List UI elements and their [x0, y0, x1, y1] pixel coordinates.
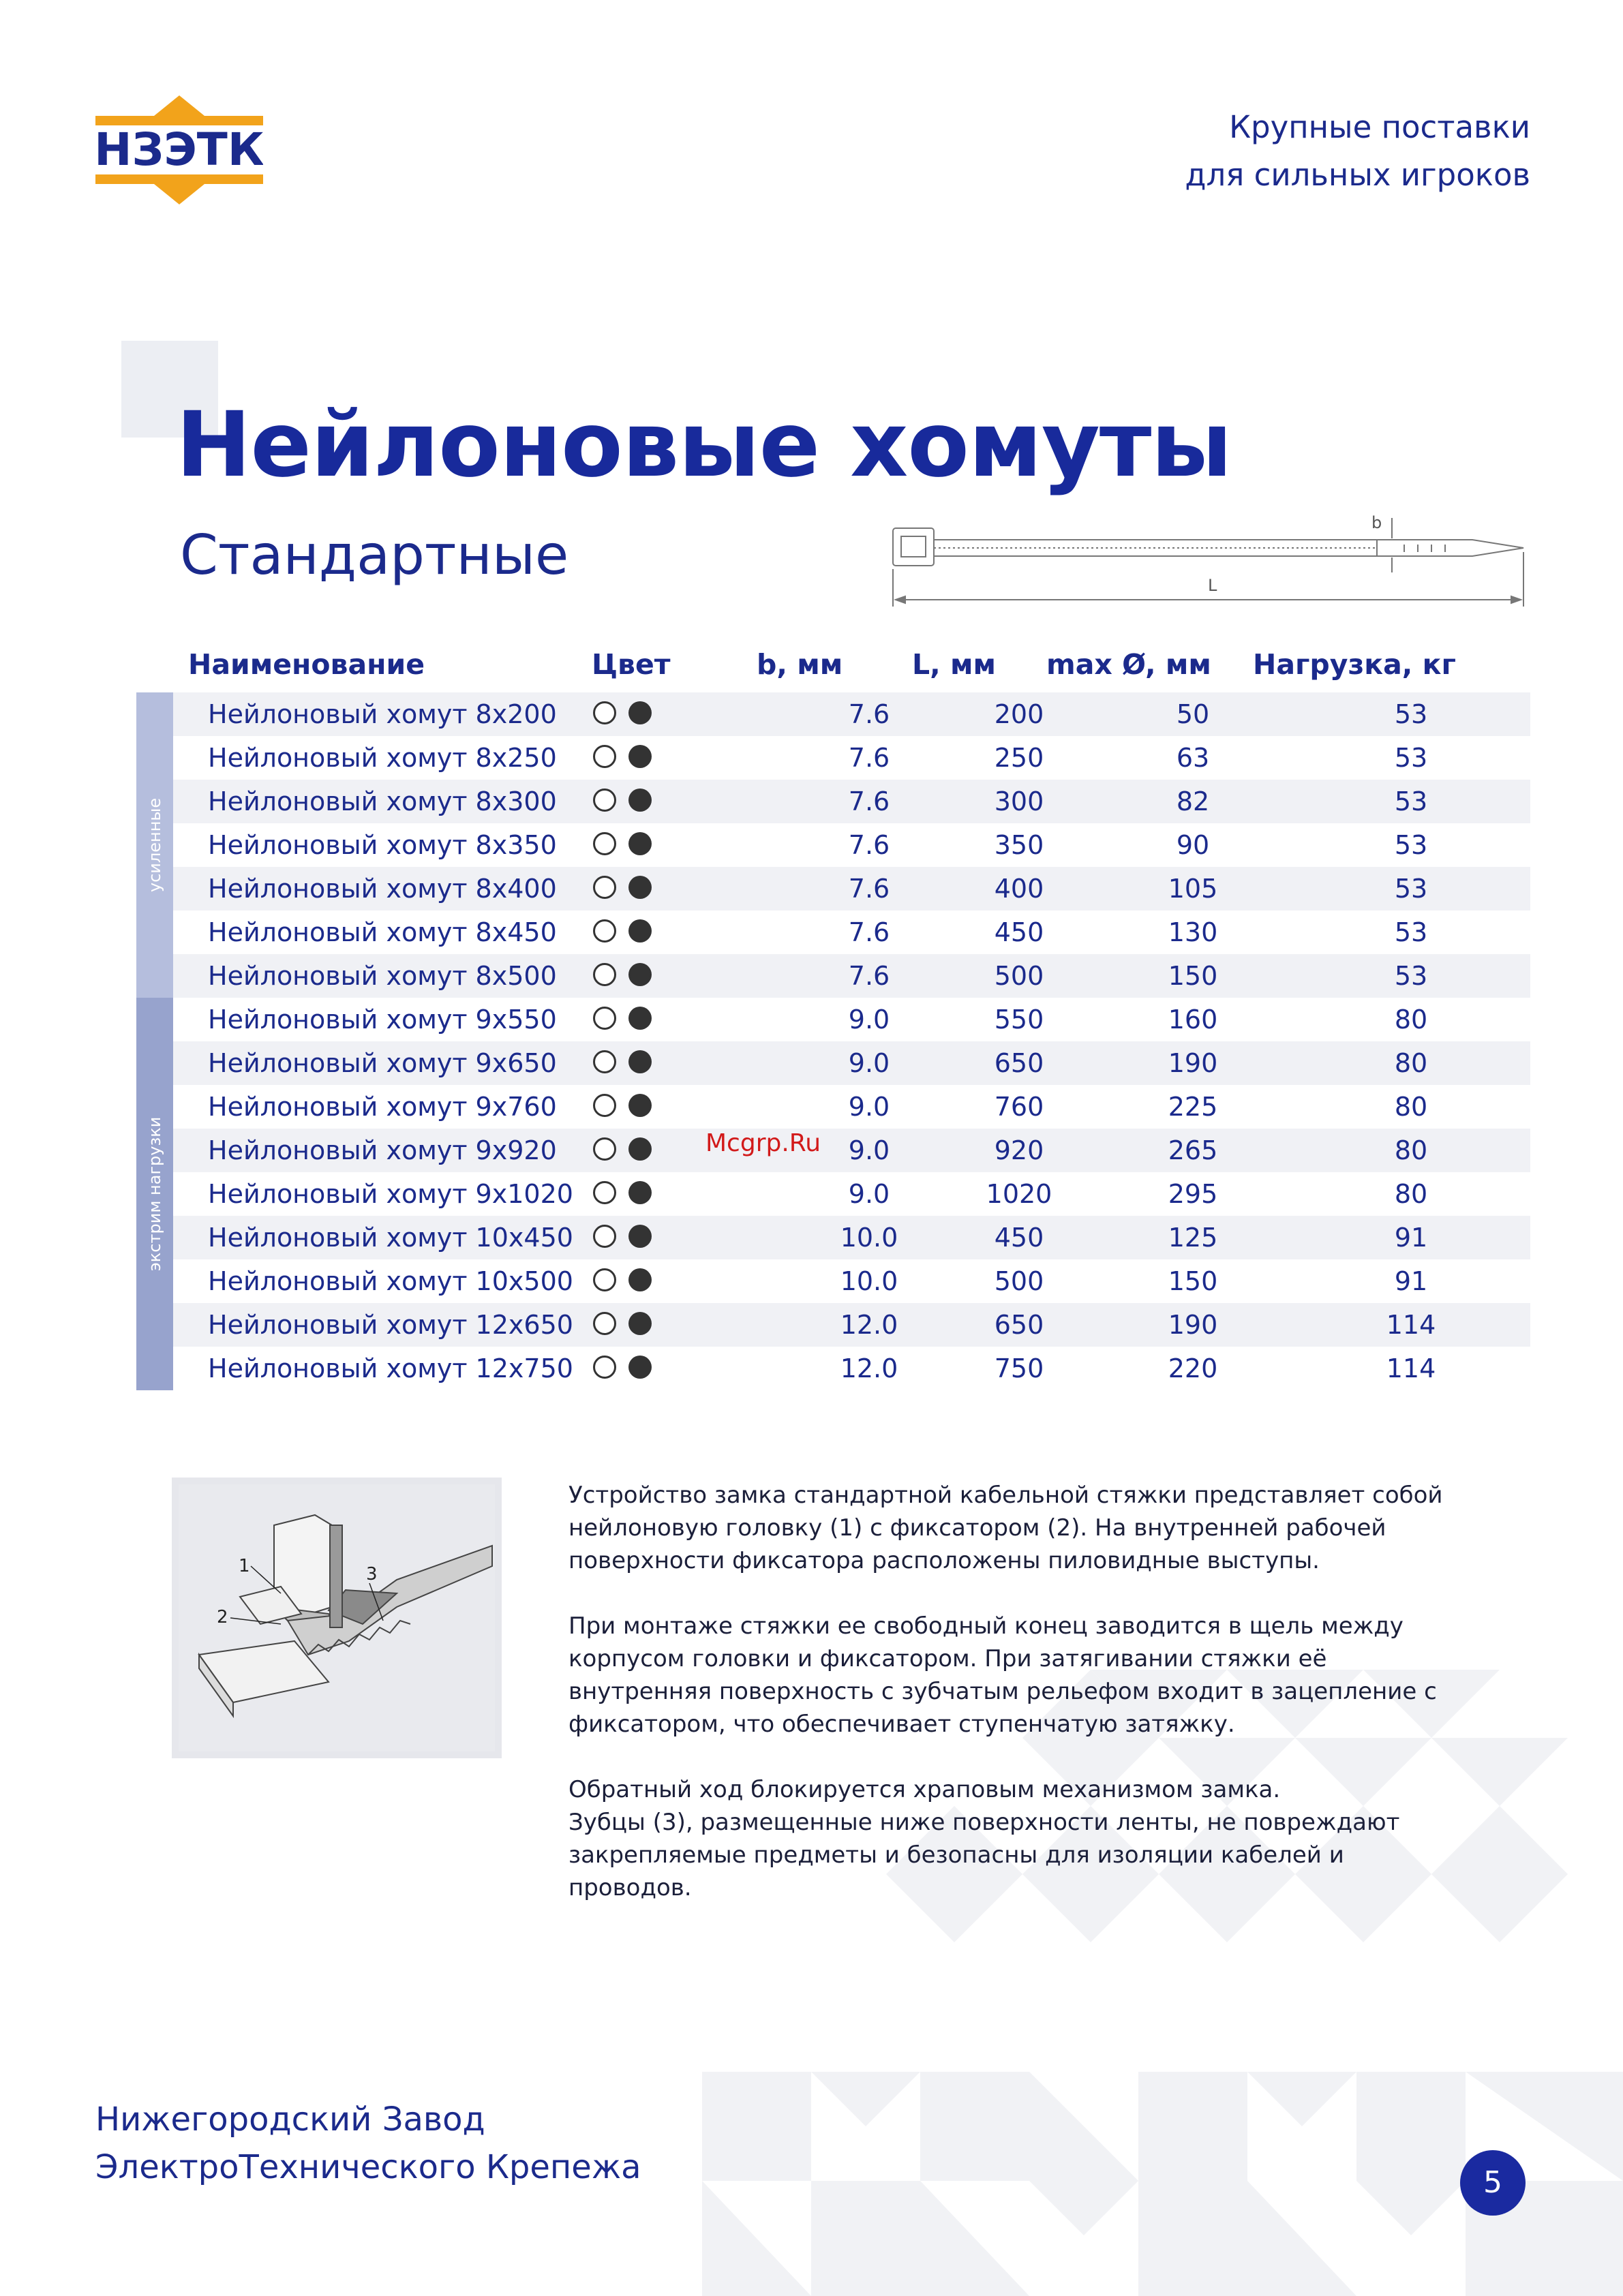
cell-name: Нейлоновый хомут 8x250 [208, 743, 557, 773]
header-b: b, мм [757, 648, 843, 681]
white-color-swatch [593, 701, 616, 724]
color-swatches [593, 919, 652, 945]
cell-load: 53 [1394, 786, 1428, 816]
cell-name: Нейлоновый хомут 9x550 [208, 1005, 557, 1035]
cell-load: 91 [1394, 1266, 1428, 1296]
cell-load: 80 [1394, 1005, 1428, 1035]
cell-b: 9.0 [848, 1179, 890, 1209]
cell-b: 7.6 [848, 699, 890, 729]
black-color-swatch [628, 789, 652, 812]
cell-b: 9.0 [848, 1092, 890, 1122]
black-color-swatch [628, 1181, 652, 1204]
white-color-swatch [593, 832, 616, 855]
table-row [136, 780, 1530, 823]
black-color-swatch [628, 1137, 652, 1161]
company-logo [95, 95, 263, 204]
page-title: Нейлоновые хомуты [176, 393, 1232, 498]
figure-label-3: 3 [366, 1564, 378, 1585]
color-swatches [593, 1050, 652, 1076]
cell-b: 7.6 [848, 786, 890, 816]
color-swatches [593, 745, 652, 771]
cell-load: 80 [1394, 1135, 1428, 1165]
cell-load: 53 [1394, 699, 1428, 729]
figure-label-2: 2 [217, 1607, 228, 1627]
cell-name: Нейлоновый хомут 8x300 [208, 786, 557, 816]
white-color-swatch [593, 745, 616, 768]
header-tagline [1185, 104, 1530, 199]
black-color-swatch [628, 1312, 652, 1335]
white-color-swatch [593, 1356, 616, 1379]
group-band-extreme [136, 998, 173, 1390]
table-row [136, 823, 1530, 867]
cell-b: 9.0 [848, 1005, 890, 1035]
black-color-swatch [628, 919, 652, 943]
tagline-line1: Крупные поставки [1229, 109, 1530, 145]
cell-max-diameter: 220 [1168, 1353, 1218, 1383]
description-paragraph-2: При монтаже стяжки ее свободный конец заводится в щель между корпусом головки и фиксатором. При затягивании стяжки её внутренняя поверхность с зубчатым рельефом входит в зацепление с фиксатором, что обеспечивает ступенчатую затяжку. [568, 1612, 1437, 1738]
cell-max-diameter: 190 [1168, 1310, 1218, 1340]
cell-load: 80 [1394, 1179, 1428, 1209]
color-swatches [593, 1137, 652, 1163]
cell-b: 7.6 [848, 961, 890, 991]
table-header [0, 641, 1623, 688]
cell-max-diameter: 150 [1168, 961, 1218, 991]
cable-tie-drawing [886, 515, 1527, 617]
cell-b: 9.0 [848, 1048, 890, 1078]
table-row [136, 1129, 1530, 1172]
table-row [136, 1216, 1530, 1259]
color-swatches [593, 1225, 652, 1251]
color-swatches [593, 1268, 652, 1294]
cell-b: 7.6 [848, 917, 890, 947]
drawing-label-L: L [1208, 576, 1217, 595]
cell-load: 53 [1394, 874, 1428, 904]
table-row [136, 867, 1530, 910]
lock-description [568, 1479, 1455, 1904]
cell-b: 10.0 [840, 1223, 898, 1253]
cell-L: 650 [994, 1048, 1044, 1078]
white-color-swatch [593, 1007, 616, 1030]
header-L: L, мм [912, 648, 996, 681]
white-color-swatch [593, 1050, 616, 1073]
black-color-swatch [628, 1007, 652, 1030]
cell-name: Нейлоновый хомут 12x650 [208, 1310, 573, 1340]
lock-mechanism-figure [172, 1478, 502, 1758]
cell-max-diameter: 125 [1168, 1223, 1218, 1253]
white-color-swatch [593, 876, 616, 899]
cell-b: 7.6 [848, 743, 890, 773]
description-paragraph-3-line2: Зубцы (3), размещенные ниже поверхности ленты, не повреждают закрепляемые предметы и безопасны для изоляции кабелей и проводов. [568, 1809, 1400, 1901]
cell-name: Нейлоновый хомут 8x450 [208, 917, 557, 947]
header-max-diameter: max Ø, мм [1046, 648, 1211, 681]
cell-name: Нейлоновый хомут 8x500 [208, 961, 557, 991]
table-row [136, 998, 1530, 1041]
cell-max-diameter: 50 [1176, 699, 1210, 729]
product-table [136, 692, 1530, 1390]
cell-b: 7.6 [848, 874, 890, 904]
page-subtitle: Стандартные [180, 523, 569, 587]
cell-max-diameter: 82 [1176, 786, 1210, 816]
group-label-extreme: экстрим нагрузки [145, 1116, 164, 1272]
description-paragraph-3-line1: Обратный ход блокируется храповым механизмом замка. [568, 1776, 1281, 1803]
white-color-swatch [593, 963, 616, 986]
group-label-reinforced: усиленные [145, 797, 164, 893]
black-color-swatch [628, 876, 652, 899]
cell-name: Нейлоновый хомут 9x650 [208, 1048, 557, 1078]
black-color-swatch [628, 701, 652, 724]
color-swatches [593, 789, 652, 814]
cell-load: 53 [1394, 961, 1428, 991]
cell-L: 450 [994, 1223, 1044, 1253]
white-color-swatch [593, 1094, 616, 1117]
black-color-swatch [628, 1094, 652, 1117]
table-row [136, 1085, 1530, 1129]
logo-text: НЗЭТК [95, 123, 263, 176]
cell-L: 500 [994, 1266, 1044, 1296]
white-color-swatch [593, 789, 616, 812]
cell-L: 550 [994, 1005, 1044, 1035]
cell-max-diameter: 90 [1176, 830, 1210, 860]
cell-name: Нейлоновый хомут 9x760 [208, 1092, 557, 1122]
white-color-swatch [593, 1137, 616, 1161]
tagline-line2: для сильных игроков [1185, 157, 1530, 193]
color-swatches [593, 701, 652, 727]
cell-L: 450 [994, 917, 1044, 947]
cell-L: 400 [994, 874, 1044, 904]
black-color-swatch [628, 1356, 652, 1379]
table-row [136, 736, 1530, 780]
cell-name: Нейлоновый хомут 8x400 [208, 874, 557, 904]
cell-b: 7.6 [848, 830, 890, 860]
drawing-label-b: b [1371, 515, 1382, 532]
cell-b: 12.0 [840, 1353, 898, 1383]
cell-L: 1020 [986, 1179, 1052, 1209]
cell-L: 500 [994, 961, 1044, 991]
color-swatches [593, 963, 652, 989]
cell-L: 750 [994, 1353, 1044, 1383]
cell-max-diameter: 225 [1168, 1092, 1218, 1122]
color-swatches [593, 1181, 652, 1207]
table-row [136, 954, 1530, 998]
table-row [136, 1347, 1530, 1390]
watermark: Mcgrp.Ru [706, 1129, 821, 1157]
cell-load: 53 [1394, 917, 1428, 947]
white-color-swatch [593, 919, 616, 943]
cell-name: Нейлоновый хомут 10x500 [208, 1266, 573, 1296]
cell-b: 12.0 [840, 1310, 898, 1340]
cell-L: 250 [994, 743, 1044, 773]
group-band-reinforced [136, 692, 173, 998]
cell-name: Нейлоновый хомут 8x200 [208, 699, 557, 729]
page-number: 5 [1460, 2150, 1526, 2216]
header-name: Наименование [188, 648, 425, 681]
cell-L: 920 [994, 1135, 1044, 1165]
cell-name: Нейлоновый хомут 8x350 [208, 830, 557, 860]
table-row [136, 1172, 1530, 1216]
cell-load: 114 [1386, 1310, 1436, 1340]
cell-max-diameter: 160 [1168, 1005, 1218, 1035]
cell-b: 10.0 [840, 1266, 898, 1296]
cell-load: 80 [1394, 1048, 1428, 1078]
color-swatches [593, 1094, 652, 1120]
black-color-swatch [628, 832, 652, 855]
black-color-swatch [628, 1268, 652, 1291]
cell-max-diameter: 190 [1168, 1048, 1218, 1078]
cell-b: 9.0 [848, 1135, 890, 1165]
cell-max-diameter: 265 [1168, 1135, 1218, 1165]
color-swatches [593, 1356, 652, 1381]
cell-L: 350 [994, 830, 1044, 860]
color-swatches [593, 876, 652, 902]
cell-max-diameter: 105 [1168, 874, 1218, 904]
cell-load: 53 [1394, 743, 1428, 773]
cell-L: 650 [994, 1310, 1044, 1340]
cell-max-diameter: 63 [1176, 743, 1210, 773]
black-color-swatch [628, 745, 652, 768]
cell-name: Нейлоновый хомут 10x450 [208, 1223, 573, 1253]
black-color-swatch [628, 963, 652, 986]
footer-company-name [95, 2096, 641, 2191]
table-row [136, 692, 1530, 736]
cell-load: 114 [1386, 1353, 1436, 1383]
white-color-swatch [593, 1312, 616, 1335]
table-row [136, 1041, 1530, 1085]
cell-name: Нейлоновый хомут 9x1020 [208, 1179, 573, 1209]
color-swatches [593, 1007, 652, 1032]
cell-load: 53 [1394, 830, 1428, 860]
black-color-swatch [628, 1050, 652, 1073]
cell-max-diameter: 295 [1168, 1179, 1218, 1209]
white-color-swatch [593, 1268, 616, 1291]
footer-line1: Нижегородский Завод [95, 2100, 485, 2139]
header-color: Цвет [592, 648, 671, 681]
white-color-swatch [593, 1181, 616, 1204]
color-swatches [593, 832, 652, 858]
black-color-swatch [628, 1225, 652, 1248]
color-swatches [593, 1312, 652, 1338]
cell-load: 91 [1394, 1223, 1428, 1253]
figure-label-1: 1 [239, 1556, 250, 1576]
cell-max-diameter: 130 [1168, 917, 1218, 947]
table-row [136, 1259, 1530, 1303]
cell-L: 300 [994, 786, 1044, 816]
cell-load: 80 [1394, 1092, 1428, 1122]
cell-name: Нейлоновый хомут 12x750 [208, 1353, 573, 1383]
header-load: Нагрузка, кг [1253, 648, 1456, 681]
description-paragraph-1: Устройство замка стандартной кабельной стяжки представляет собой нейлоновую головку (1) с фиксатором (2). На внутренней рабочей поверхности фиксатора расположены пиловидные выступы. [568, 1482, 1443, 1574]
table-row [136, 910, 1530, 954]
white-color-swatch [593, 1225, 616, 1248]
footer-line2: ЭлектроТехнического Крепежа [95, 2148, 641, 2186]
table-row [136, 1303, 1530, 1347]
cell-L: 200 [994, 699, 1044, 729]
cell-max-diameter: 150 [1168, 1266, 1218, 1296]
cell-name: Нейлоновый хомут 9x920 [208, 1135, 557, 1165]
cell-L: 760 [994, 1092, 1044, 1122]
